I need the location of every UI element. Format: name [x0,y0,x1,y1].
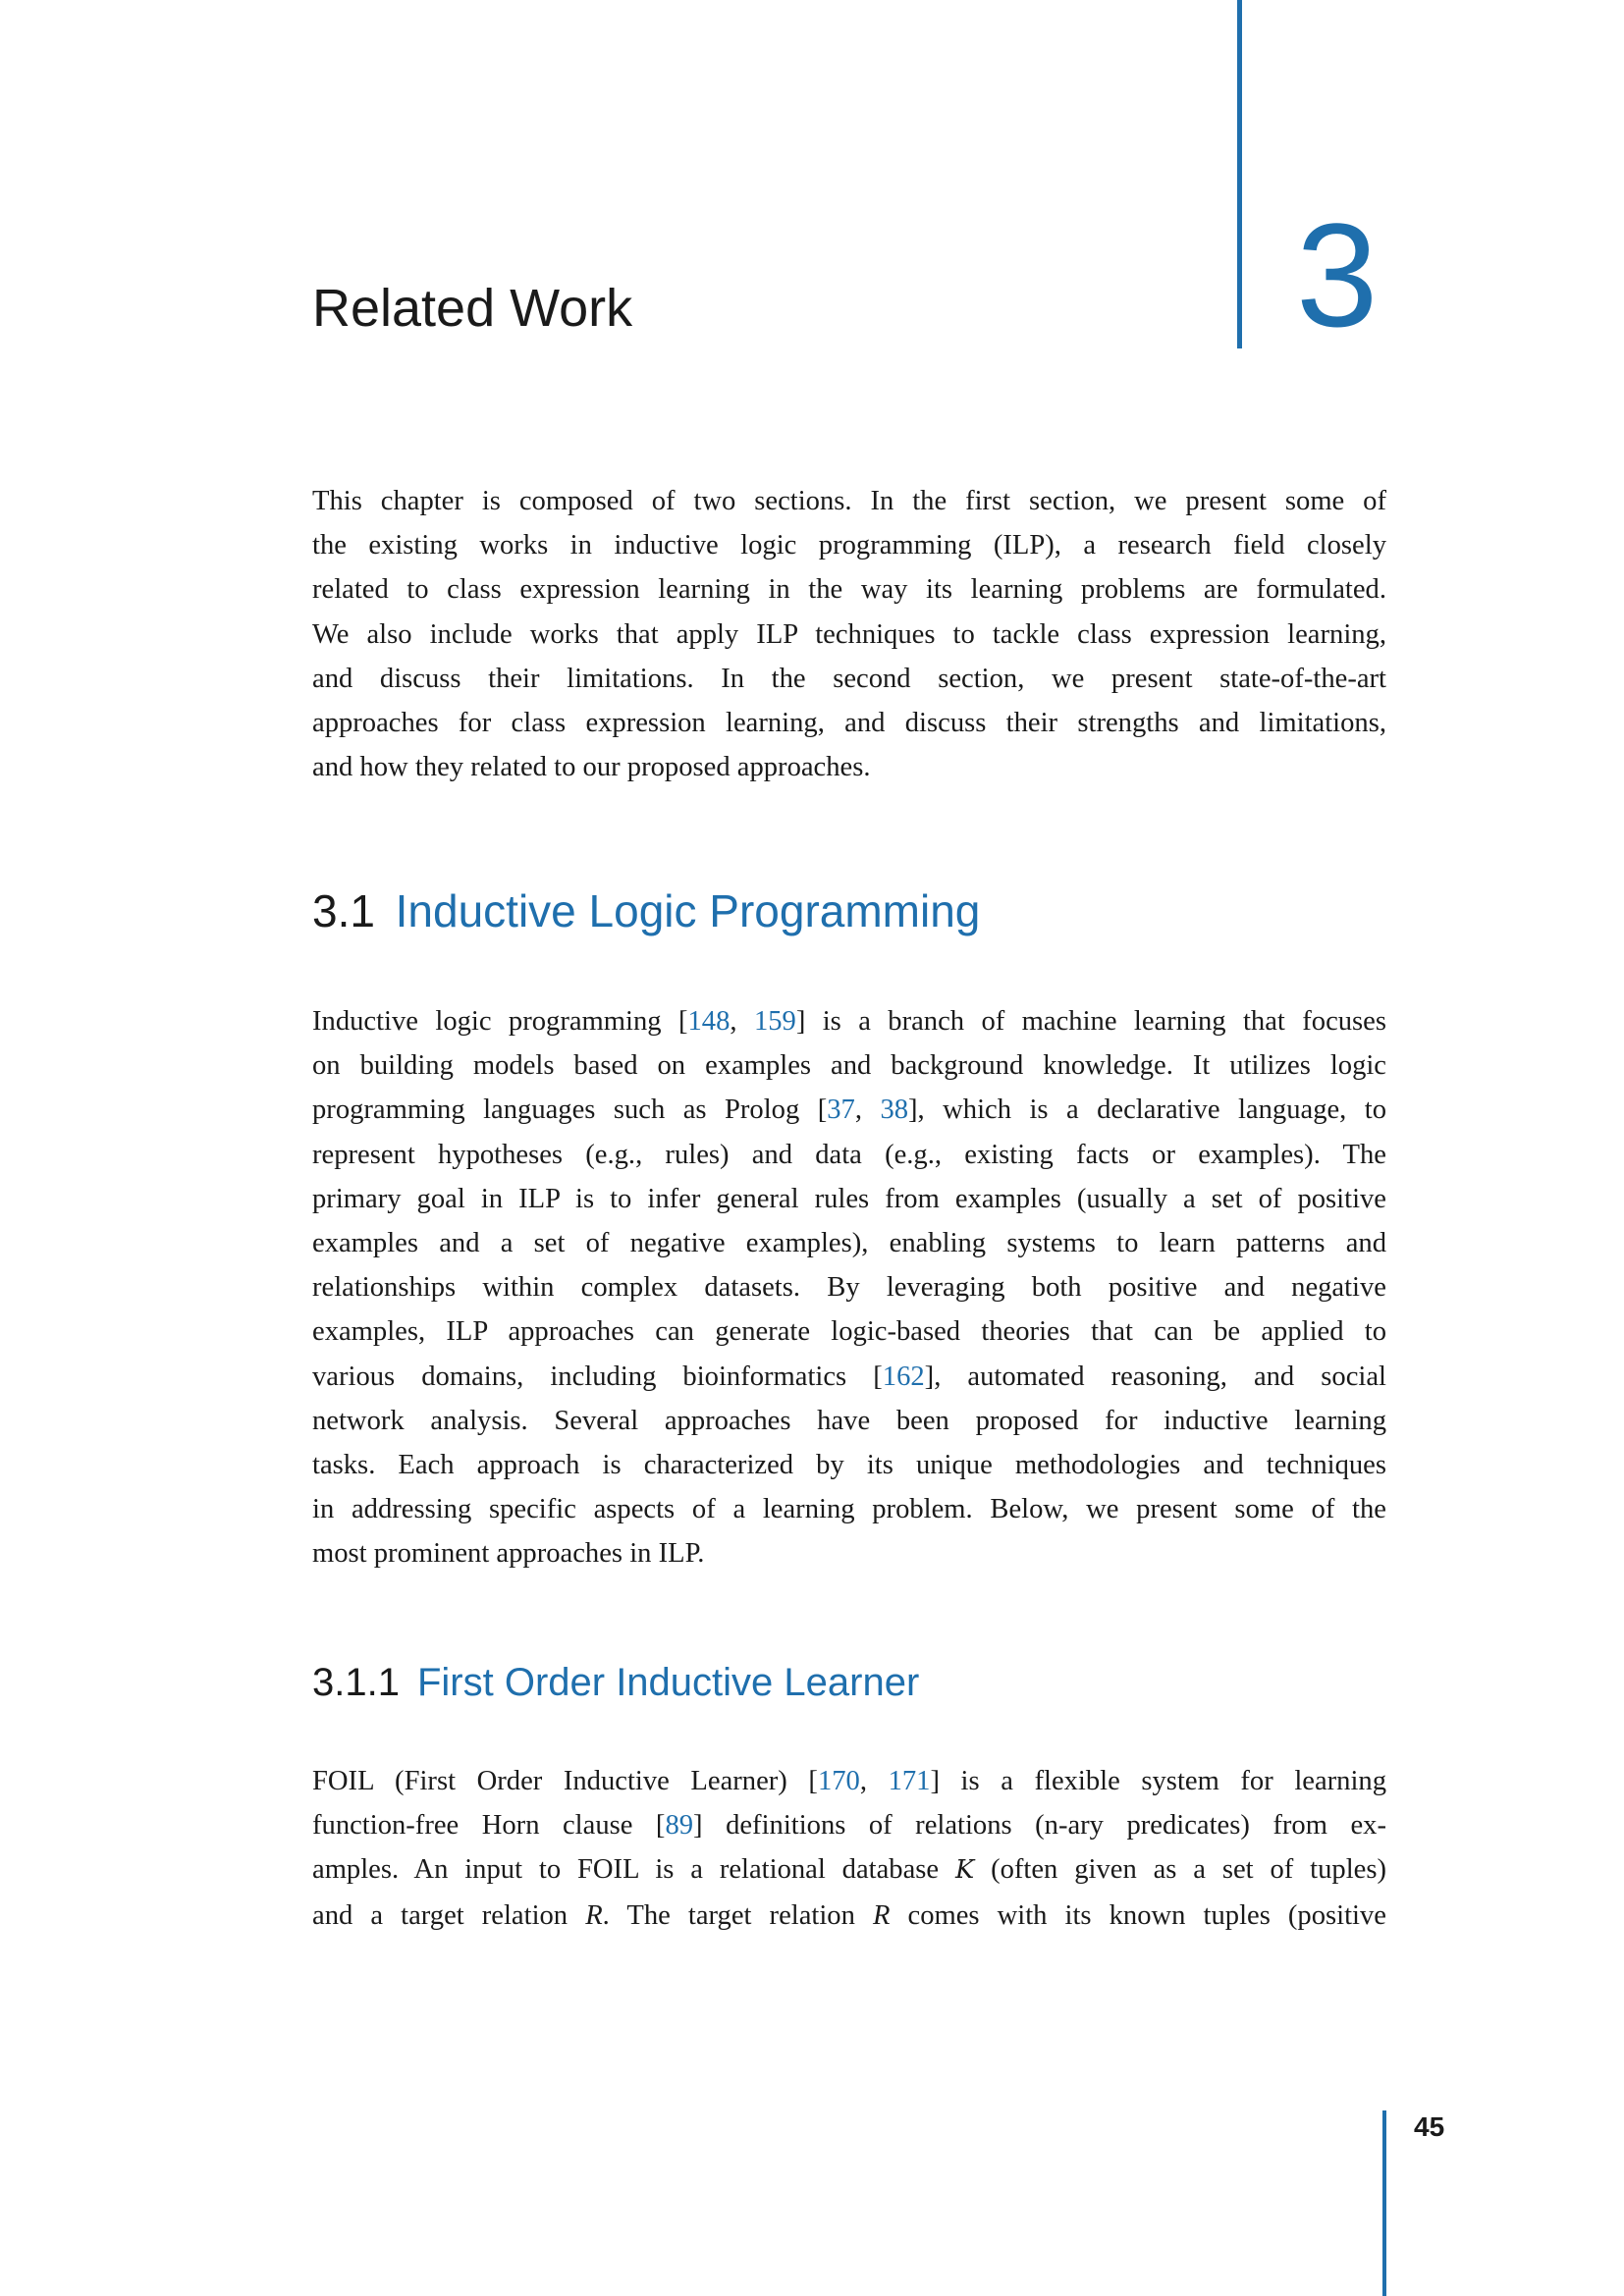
foil-paragraph [312,1759,1386,1938]
subsection-number: 3.1.1 [312,1661,400,1704]
text-line: network analysis. Several approaches have been proposed for inductive learning [312,1405,1386,1436]
chapter-number: 3 [1296,192,1379,357]
math-symbol: R [585,1899,603,1931]
subsection-title[interactable]: First Order Inductive Learner [416,1661,920,1704]
citation-link[interactable]: 38 [880,1095,909,1126]
text-line: primary goal in ILP is to infer general rules from examples (usually a set of positive [312,1183,1386,1214]
text-line: FOIL (First Order Inductive Learner) [170, 171] is a flexible system for learning [312,1766,1386,1796]
citation-link[interactable]: 162 [882,1361,925,1392]
text-line: examples and a set of negative examples), enabling systems to learn patterns and [312,1228,1386,1259]
page-number: 45 [1414,2111,1445,2142]
text-line: various domains, including bioinformatics [162], automated reasoning, and social [312,1361,1386,1392]
math-symbol: R [872,1899,891,1931]
section-heading [312,883,980,938]
ilp-paragraph [312,999,1386,1576]
citation-link[interactable]: 89 [665,1810,694,1842]
text-line: This chapter is composed of two sections. In the first section, we present some of [312,486,1386,516]
text-line: programming languages such as Prolog [37, 38], which is a declarative language, to [312,1095,1387,1126]
text-line: in addressing specific aspects of a learning problem. Below, we present some of the [312,1494,1386,1525]
citation-link[interactable]: 148 [687,1006,731,1037]
section-title[interactable]: Inductive Logic Programming [395,885,981,936]
text-line: and how they related to our proposed approaches. [312,752,871,783]
text-line: and a target relation R. The target relation R comes with its known tuples (positive [312,1899,1386,1931]
text-line: tasks. Each approach is characterized by its unique methodologies and techniques [312,1450,1386,1481]
math-symbol: K [954,1855,975,1886]
text-line: amples. An input to FOIL is a relational database K (often given as a set of tuples) [312,1854,1386,1886]
text-line: approaches for class expression learning, and discuss their strengths and limitations, [312,708,1386,739]
chapter-rule [1237,0,1242,348]
citation-link[interactable]: 171 [888,1766,931,1796]
text-line: We also include works that apply ILP techniques to tackle class expression learning, [312,618,1386,650]
citation-link[interactable]: 170 [817,1766,860,1796]
citation-link[interactable]: 37 [827,1095,855,1126]
chapter-title: Related Work [312,279,633,338]
subsection-heading [312,1659,919,1706]
text-line: most prominent approaches in ILP. [312,1538,705,1570]
citation-link[interactable]: 159 [753,1006,796,1037]
text-line: Inductive logic programming [148, 159] is a branch of machine learning that focuses [312,1006,1386,1037]
text-line: related to class expression learning in the way its learning problems are formulated. [312,574,1386,606]
intro-paragraph [312,479,1386,789]
text-line: on building models based on examples and background knowledge. It utilizes logic [312,1050,1386,1082]
text-line: relationships within complex datasets. By leveraging both positive and negative [312,1272,1386,1304]
text-line: function-free Horn clause [89] definitions of relations (n-ary predicates) from ex- [312,1810,1386,1842]
text-line: examples, ILP approaches can generate logic-based theories that can be applied to [312,1316,1386,1348]
text-line: the existing works in inductive logic programming (ILP), a research field closely [312,530,1386,561]
text-line: represent hypotheses (e.g., rules) and data (e.g., existing facts or examples). The [312,1139,1386,1170]
section-number: 3.1 [312,885,375,936]
text-line: and discuss their limitations. In the second section, we present state-of-the-art [312,663,1386,694]
page-rule [1382,2110,1386,2296]
